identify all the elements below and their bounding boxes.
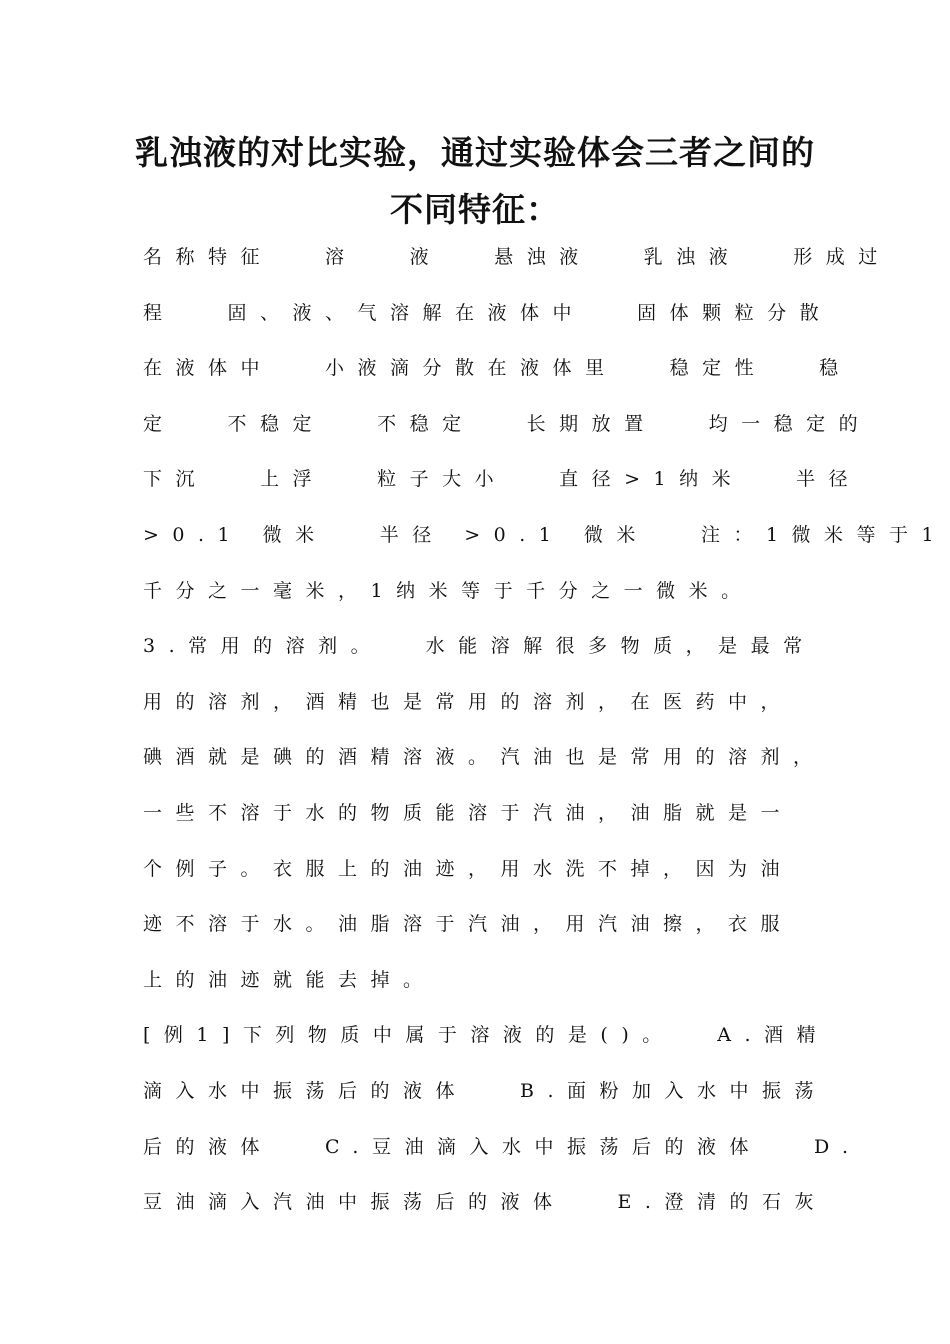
body-line: [例1]下列物质中属于溶液的是()。 A.酒精 (143, 1024, 830, 1047)
document-body (143, 240, 948, 1241)
body-line: 滴入水中振荡后的液体 B.面粉加入水中振荡 (143, 1079, 828, 1102)
document-title-line-1: 乳浊液的对比实验，通过实验体会三者之间的 (135, 133, 815, 172)
body-line: 下沉 上浮 粒子大小 直径>1纳米 半径 (143, 468, 862, 491)
body-line: 定 不稳定 不稳定 长期放置 均一稳定的 (143, 412, 872, 435)
body-line: 3.常用的溶剂。 水能溶解很多物质，是最常 (143, 635, 816, 658)
body-line: 在液体中 小液滴分散在液体里 稳定性 稳 (143, 357, 852, 380)
body-line: 千分之一毫米，1纳米等于千分之一微米。 (143, 579, 754, 602)
body-line: 个例子。衣服上的油迹，用水洗不掉，因为油 (143, 857, 794, 880)
body-line: 用的溶剂，酒精也是常用的溶剂，在医药中， (143, 690, 794, 713)
body-line: 迹不溶于水。油脂溶于汽油，用汽油擦，衣服 (143, 913, 794, 936)
body-line: 一些不溶于水的物质能溶于汽油，油脂就是一 (143, 801, 794, 824)
body-line: 名称特征 溶 液 悬浊液 乳浊液 形成过 (143, 246, 891, 268)
body-line: 程 固、液、气溶解在液体中 固体颗粒分散 (143, 301, 833, 324)
body-line: 豆油滴入汽油中振荡后的液体 E.澄清的石灰 (143, 1191, 827, 1214)
body-line: 后的液体 C.豆油滴入水中振荡后的液体 D. (143, 1135, 862, 1158)
body-line: 上的油迹就能去掉。 (143, 968, 436, 991)
document-title-line-2: 不同特征： (390, 190, 560, 229)
body-line: 碘酒就是碘的酒精溶液。汽油也是常用的溶剂， (143, 746, 826, 769)
body-line: >0.1 微米 半径 >0.1 微米 注：1微米等于1 (143, 523, 948, 546)
